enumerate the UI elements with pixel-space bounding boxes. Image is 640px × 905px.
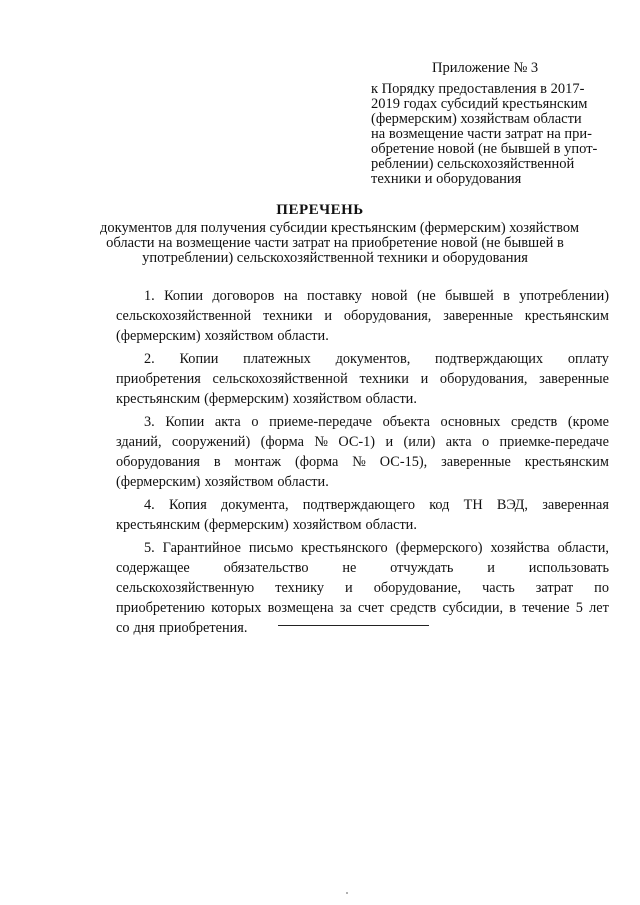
appendix-title: Приложение № 3: [432, 60, 539, 76]
subtitle-line: области на возмещение части затрат на приобретение новой (не бывшей в: [106, 235, 564, 251]
item-line: зданий, сооружений) (форма № ОС-1) и (или) акта о приемке-передаче: [116, 434, 609, 450]
appendix-line: на возмещение части затрат на при-: [371, 126, 593, 142]
item-line: крестьянским (фермерским) хозяйством области.: [116, 391, 417, 407]
list-item: [116, 412, 609, 492]
appendix-line: 2019 годах субсидий крестьянским: [371, 96, 588, 112]
item-line: приобретению которых возмещена за счет средств субсидии, в течение 5 лет: [116, 600, 609, 616]
closing-rule: [278, 625, 429, 626]
document-title: ПЕРЕЧЕНЬ: [276, 202, 364, 218]
item-line: (фермерским) хозяйством области.: [116, 328, 329, 344]
item-line: крестьянским (фермерским) хозяйством области.: [116, 517, 417, 533]
item-line: сельскохозяйственной техники и оборудования, заверенные крестьянским: [116, 308, 609, 324]
list-item: [116, 538, 609, 638]
item-line: 4. Копия документа, подтверждающего код ТН ВЭД, заверенная: [144, 497, 609, 513]
item-line: оборудования в монтаж (форма № ОС-15), заверенные крестьянским: [116, 454, 609, 470]
subtitle-line: употреблении) сельскохозяйственной техники и оборудования: [142, 250, 528, 266]
list-item: [116, 349, 609, 409]
item-line: 5. Гарантийное письмо крестьянского (фермерского) хозяйства области,: [144, 540, 609, 556]
appendix-line: (фермерским) хозяйствам области: [371, 111, 582, 127]
item-line: 3. Копии акта о приеме-передаче объекта основных средств (кроме: [144, 414, 609, 430]
item-line: 2. Копии платежных документов, подтверждающих оплату: [144, 351, 609, 367]
item-line: сельскохозяйственную технику и оборудование, часть затрат по: [116, 580, 609, 596]
items-list: [116, 286, 609, 641]
appendix-line: техники и оборудования: [371, 171, 522, 187]
list-item: [116, 286, 609, 346]
item-line: со дня приобретения.: [116, 620, 248, 636]
document-subtitle: [100, 220, 580, 266]
item-line: содержащее обязательство не отчуждать и использовать: [116, 560, 609, 576]
item-line: приобретения сельскохозяйственной техники и оборудования, заверенные: [116, 371, 609, 387]
subtitle-line: документов для получения субсидии крестьянским (фермерским) хозяйством: [100, 220, 580, 236]
appendix-text: [371, 82, 601, 187]
item-line: (фермерским) хозяйством области.: [116, 474, 329, 490]
appendix-line: реблении) сельскохозяйственной: [371, 156, 575, 172]
scan-speck: [346, 892, 348, 894]
item-line: 1. Копии договоров на поставку новой (не бывшей в употреблении): [144, 288, 609, 304]
appendix-line: обретение новой (не бывшей в упот-: [371, 141, 598, 157]
list-item: [116, 495, 609, 535]
appendix-line: к Порядку предоставления в 2017-: [371, 81, 585, 97]
